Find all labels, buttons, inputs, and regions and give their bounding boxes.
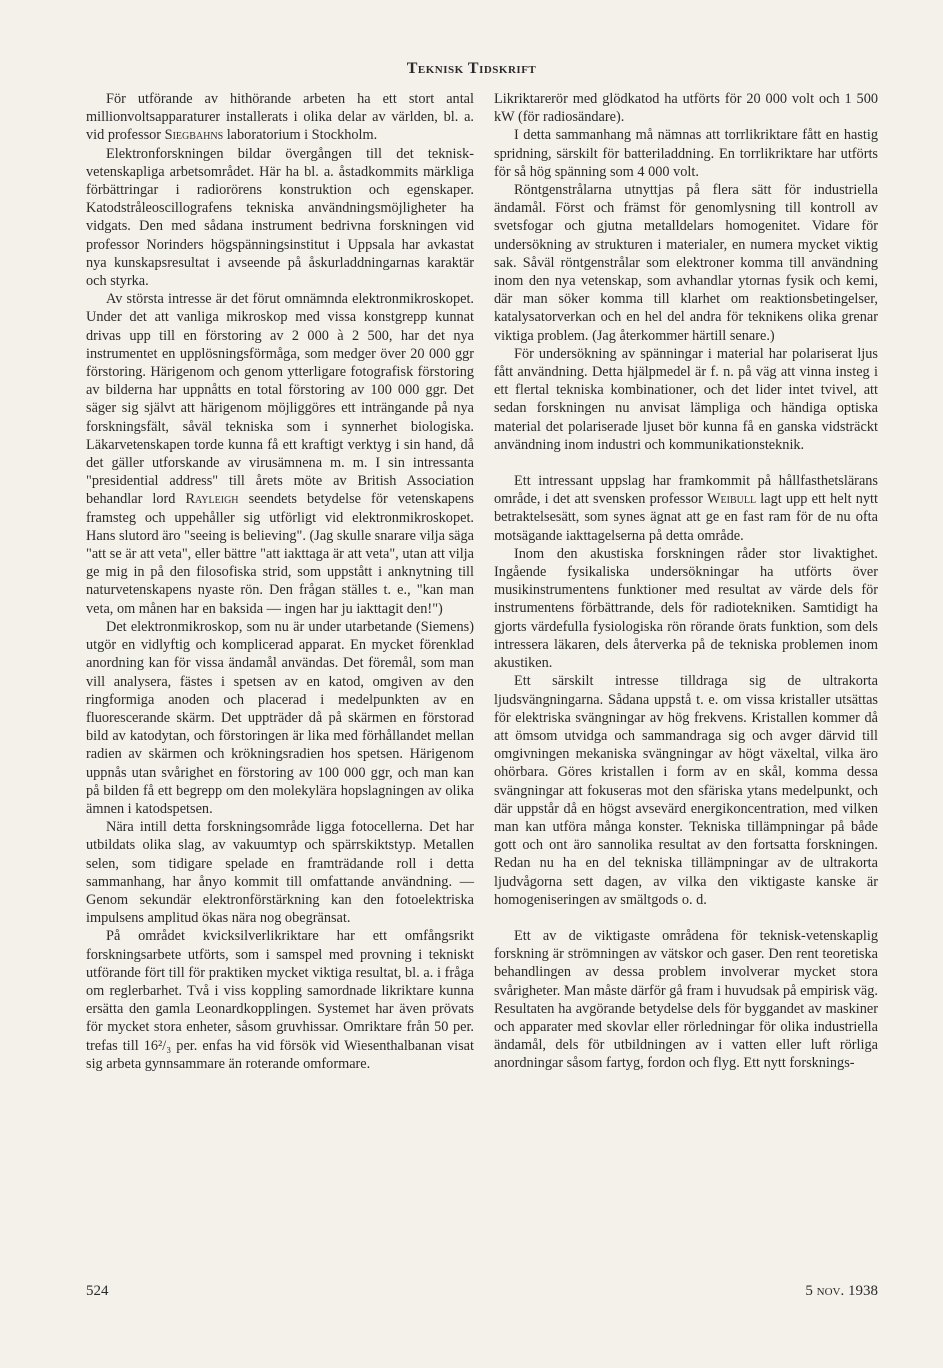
left-column — [86, 90, 474, 1073]
paragraph — [494, 472, 878, 545]
issue-date: 5 nov. 1938 — [805, 1283, 878, 1299]
paragraph — [86, 618, 474, 818]
right-column — [494, 90, 878, 1073]
author-name: Rayleigh — [185, 491, 239, 508]
paragraph — [86, 818, 474, 927]
author-name: Siegbahns — [164, 127, 224, 144]
paragraph-text: I detta sammanhang må nämnas att torrlikriktare fått en hastig spridning, särskilt för batteriladdning. En torrlikriktare har utförts för så hög spänning som 4 000 volt. — [494, 127, 878, 180]
paragraph-text: Likriktarerör med glödkatod ha utförts för 20 000 volt och 1 500 kW (för radiosändare). — [494, 91, 878, 126]
paragraph-text: laboratorium i Stockholm. — [223, 127, 378, 144]
paragraph-text: seendets betydelse för vetenskapens framsteg och uppehåller sig utförligt vid elektronmikroskopet. Hans slutord äro "seeing is believing". (Jag skulle snarare vilja säga "att se är att veta", eller bättre "att iakttaga är att veta", utan att vilja ge mig in på den filosofiska strid, som uppstått i anknytning till naturvetenskapens nyaste rön. Den frågan ställes t. e., "kan man veta, om månen har en baksida — ingen har ju iakttagit den!") — [86, 491, 474, 617]
paragraph-text: På området kvicksilverlikriktare har ett omfångsrikt forskningsarbete utförts, som i samspel med provning i tekniskt utförande fört till för praktiken mycket viktiga resultat, bl. a. i fråga om reglerbarhet. Två i viss koppling samordnade likriktare kunna ersätta den gamla Leonardkopplingen. Systemet har även prövats för mycket stora enheter, såsom gruvhissar. Omriktare från 50 per. trefas till 16²/₃ per. enfas ha vid försök vid Wiesenthalbanan visat sig arbeta gynnsammare än roterande omformare. — [86, 928, 474, 1072]
paragraph — [86, 290, 474, 618]
paragraph — [494, 545, 878, 672]
paragraph — [494, 126, 878, 181]
paragraph-text: lagt upp ett helt nytt betraktelsesätt, som synes ägnat att ge en fast ram för de nu ofta motsägande iakttagelserna på detta område. — [494, 491, 878, 544]
journal-title: Teknisk Tidskrift — [406, 60, 537, 77]
paragraph — [86, 145, 474, 291]
paragraph-text: Röntgenstrålarna utnyttjas på flera sätt för industriella ändamål. Först och främst för genomlysning till kontroll av svetsfogar och gjutna metalldelars homogenitet. Vidare för undersökning av strukturen i materialer, en numera mycket viktig sak. Såväl röntgenstrålar som elektroner komma till användning inom den nya vetenskap, som avhandlar ytornas fysik och kemi, där man söker komma till klarhet om reaktionsbetingelser, katalysatorverkan och en hel del andra för teknikens olika grenar viktiga problem. (Jag återkommer härtill senare.) — [494, 182, 878, 344]
paragraph — [86, 927, 474, 1073]
page-number: 524 — [86, 1283, 109, 1299]
paragraph-text: Ett intressant uppslag har framkommit på hållfasthetslärans område, i det att svensken professor — [494, 473, 878, 508]
paragraph-text: För utförande av hithörande arbeten ha ett stort antal millionvoltsapparaturer installerats i olika delar av världen, bl. a. vid professor — [86, 91, 474, 144]
paragraph-text: För undersökning av spänningar i material har polariserat ljus fått användning. Detta hjälpmedel är f. n. på väg att vinna insteg i ett flertal tekniska kombinationer, och det lider intet tvivel, att sedan forskningen nu anvisat lämpliga och händiga optiska material det polariserade ljuset bör kunna få en ganska vidsträckt användning inom industri och kommunikationsteknik. — [494, 345, 878, 453]
paragraph — [494, 181, 878, 345]
paragraph-text: Ett särskilt intresse tilldraga sig de ultrakorta ljudsvängningarna. Sådana uppstå t. e. om vissa kristaller utsättas för elektriska svängningar av hög frekvens. Kristallen kommer då att ömsom utvidga och sammandraga sig och avger därvid till omgivningen mekaniska svängningar av högt växeltal, vilka äro ohörbara. Göres kristallen i form av en skål, komma dessa svängningar att fokuseras mot den sfäriska ytans medelpunkt, och där uppstår då en högst avsevärd energikoncentration, med vilken man kan utföra många konster. Tekniska tillämpningar på både gott och ont äro sannolika resultat av den fortsatta forskningen. Redan nu ha en del tekniska tillämpningar av de ultrakorta ljudvågorna sett dagen, av vilka den viktigaste kanske är homogeniseringen av smältgods o. d. — [494, 673, 878, 908]
paragraph — [494, 927, 878, 1073]
paragraph — [494, 345, 878, 454]
paragraph-text: Inom den akustiska forskningen råder stor livaktighet. Ingående fysikaliska undersökningar ha utförts över musikinstrumentens funktioner med resultat av värde dels för instrumentens förbättrande, dels för radiotekniken. Samtidigt ha gjorts värdefulla fysiologiska rön rörande örats funktion, som dels intressera läkaren, dels återverka på de tekniska problemen inom akustiken. — [494, 545, 878, 672]
paragraph-text: Det elektronmikroskop, som nu är under utarbetande (Siemens) utgör en vidlyftig och komplicerad apparat. En mycket förenklad anordning kan för vissa ändamål användas. Det föremål, som man vill analysera, fästes i spetsen av en katod, omgiven av den ringformiga anoden och placerad i medelpunkten av en fluorescerande skärm. Det uppträder då på skärmen en förstorad bild av katodytan, och förstoringen är lika med förhållandet mellan radien av skärmen och krökningsradien hos spetsen. Härigenom uppnås utan svårighet en förstoring av 100 000 ggr, och man kan på bilden få ett begrepp om den molekylära hopslagningen av olika ämnen i katodspetsen. — [86, 618, 474, 817]
paragraph — [86, 90, 474, 145]
paragraph-text: Ett av de viktigaste områdena för teknisk-vetenskaplig forskning är strömningen av vätskor och gaser. Den rent teoretiska behandlingen av dessa problem involverar mycket stora svårigheter. Man måste därför gå fram i huvudsak på empirisk väg. Resultaten ha avgörande betydelse dels för byggandet av maskiner och apparater med skovlar eller rörledningar för olika industriella ändamål, dels för utbildningen av i vatten eller luft rörliga anordningar såsom fartyg, fordon och flyg. Ett nytt forsknings- — [494, 927, 878, 1072]
paragraph-text: Nära intill detta forskningsområde ligga fotocellerna. Det har utbildats olika slag, av vakuumtyp och spärrskiktstyp. Metallen selen, som tidigare spelade en framträdande roll i detta sammanhang, har ånyo kommit till omfattande användning. — Genom sekundär elektronförstärkning kan den fotoelektriska impulsens amplitud ökas nära nog obegränsat. — [86, 819, 474, 927]
paragraph — [494, 672, 878, 909]
author-name: Weibull — [707, 491, 757, 508]
paragraph-text: Av största intresse är det förut omnämnda elektronmikroskopet. Under det att vanliga mikroskop med vissa konstgrepp kunnat drivas upp till en förstoring av 2 000 à 2 500, har det nya instrumentet en upplösningsförmåga, som medger över 20 000 ggr förstoring. Härigenom och genom ytterligare fotografisk förstoring av bilderna har uppnåtts en total förstoring av 100 000 ggr. Det säger sig självt att härigenom möjliggöres ett inträngande på nya forskningsfält, såväl tekniska som i synnerhet biologiska. Läkarvetenskapen torde kunna få ett kraftigt verktyg i sin hand, då det gäller utforskande av virusämnena m. m. I sin intressanta "presidential address" till årets möte av British Association behandlar lord — [86, 291, 474, 508]
paragraph-text: Elektronforskningen bildar övergången till det teknisk-vetenskapliga arbetsområdet. Här ha bl. a. åstadkommits märkliga förbättringar i radiorörens konstruktion och egenskaper. Katodstråleoscillografens tekniska användningsmöjligheter ha vidgats. Den med sådana instrument bedrivna forskningen vid professor Norinders högspänningsinstitut i Uppsala har avkastat nya kunskapsresultat i avseende på åskurladdningarnas karaktär och styrka. — [86, 145, 474, 290]
paragraph — [494, 90, 878, 126]
